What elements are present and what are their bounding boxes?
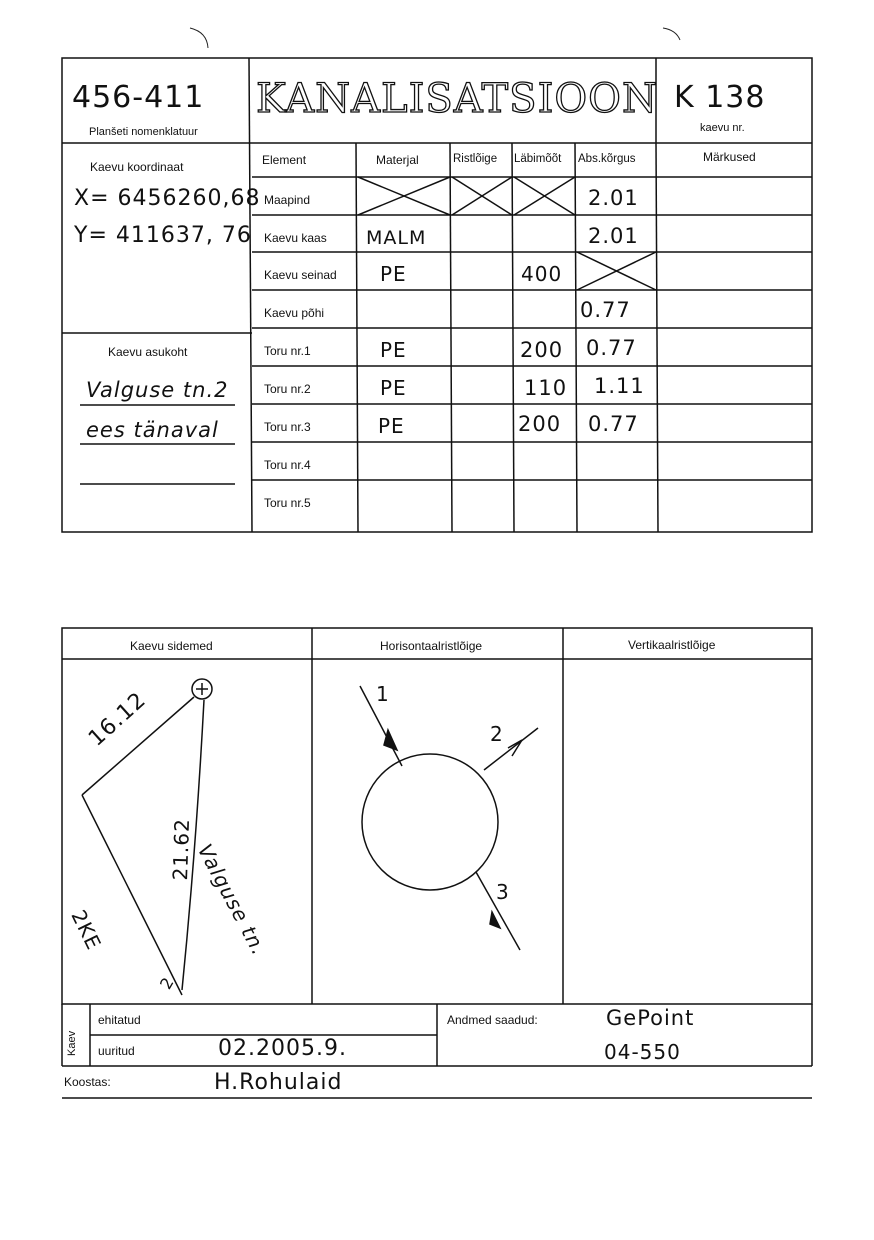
- coordinates-caption: Kaevu koordinaat: [90, 160, 184, 174]
- row-element: Toru nr.3: [264, 420, 311, 434]
- well-number-caption: kaevu nr.: [700, 122, 745, 134]
- well-number: K 138: [674, 80, 766, 115]
- measured-label: uuritud: [98, 1044, 135, 1058]
- distance-right: 21.62: [168, 817, 195, 881]
- pipe-3-label: 3: [496, 880, 510, 904]
- row-element: Maapind: [264, 193, 311, 207]
- row-element: Kaevu kaas: [264, 231, 327, 245]
- row-material: PE: [380, 262, 407, 286]
- header-well-links: Kaevu sidemed: [130, 639, 213, 653]
- plan-code: 456-411: [72, 80, 205, 115]
- row-element: Toru nr.5: [264, 496, 311, 510]
- row-diameter: 400: [521, 262, 563, 286]
- form-title: KANALISATSIOON: [256, 76, 658, 122]
- row-diameter: 200: [518, 412, 562, 436]
- coordinate-y: Y= 411637, 76: [74, 223, 252, 248]
- source-label: Andmed saadud:: [447, 1013, 538, 1027]
- plan-caption: Planšeti nomenklatuur: [89, 126, 198, 138]
- source-value-1: GePoint: [606, 1006, 695, 1030]
- location-line1: Valguse tn.2: [86, 378, 229, 402]
- header-cross-section: Ristlõige: [453, 153, 498, 165]
- header-diameter: Läbimõõt: [514, 153, 562, 165]
- row-abs-height: 2.01: [588, 224, 639, 248]
- row-abs-height: 2.01: [588, 186, 639, 210]
- built-label: ehitatud: [98, 1013, 141, 1027]
- header-horizontal-section: Horisontaalristlõige: [380, 639, 483, 653]
- side-label: Kaev: [66, 1030, 78, 1056]
- location-caption: Kaevu asukoht: [108, 345, 188, 359]
- row-element: Toru nr.1: [264, 344, 311, 358]
- row-element: Toru nr.2: [264, 382, 311, 396]
- header-notes: Märkused: [703, 150, 756, 164]
- row-diameter: 200: [520, 338, 564, 362]
- pipe-1-label: 1: [376, 682, 390, 706]
- row-diameter: 110: [524, 376, 568, 400]
- row-material: PE: [380, 376, 407, 400]
- row-abs-height: 0.77: [586, 336, 637, 360]
- pipe-2-label: 2: [490, 722, 504, 746]
- distance-left: 2KE: [66, 906, 107, 954]
- horizontal-section: [360, 686, 538, 950]
- source-value-2: 04-550: [604, 1040, 681, 1064]
- row-element: Kaevu põhi: [264, 306, 325, 320]
- header-element: Element: [262, 153, 307, 167]
- author-label: Koostas:: [64, 1075, 111, 1089]
- row-material: PE: [378, 414, 405, 438]
- street-name: Valguse tn.: [192, 840, 272, 960]
- corner-mark: 2: [156, 973, 179, 993]
- distance-top: 16.12: [84, 687, 152, 752]
- row-element: Kaevu seinad: [264, 268, 337, 282]
- well-circle: [362, 754, 498, 890]
- row-abs-height: 1.11: [594, 374, 645, 398]
- coordinate-x: X= 6456260,68: [74, 186, 261, 211]
- header-abs-height: Abs.kõrgus: [578, 153, 636, 165]
- author-value: H.Rohulaid: [214, 1070, 343, 1095]
- location-line2: ees tänaval: [86, 418, 219, 442]
- row-abs-height: 0.77: [588, 412, 639, 436]
- row-material: MALM: [366, 227, 427, 249]
- row-abs-height: 0.77: [580, 298, 631, 322]
- header-material: Materjal: [376, 153, 419, 167]
- measured-value: 02.2005.9.: [218, 1036, 347, 1061]
- row-element: Toru nr.4: [264, 458, 311, 472]
- row-material: PE: [380, 338, 407, 362]
- header-vertical-section: Vertikaalristlõige: [628, 638, 716, 652]
